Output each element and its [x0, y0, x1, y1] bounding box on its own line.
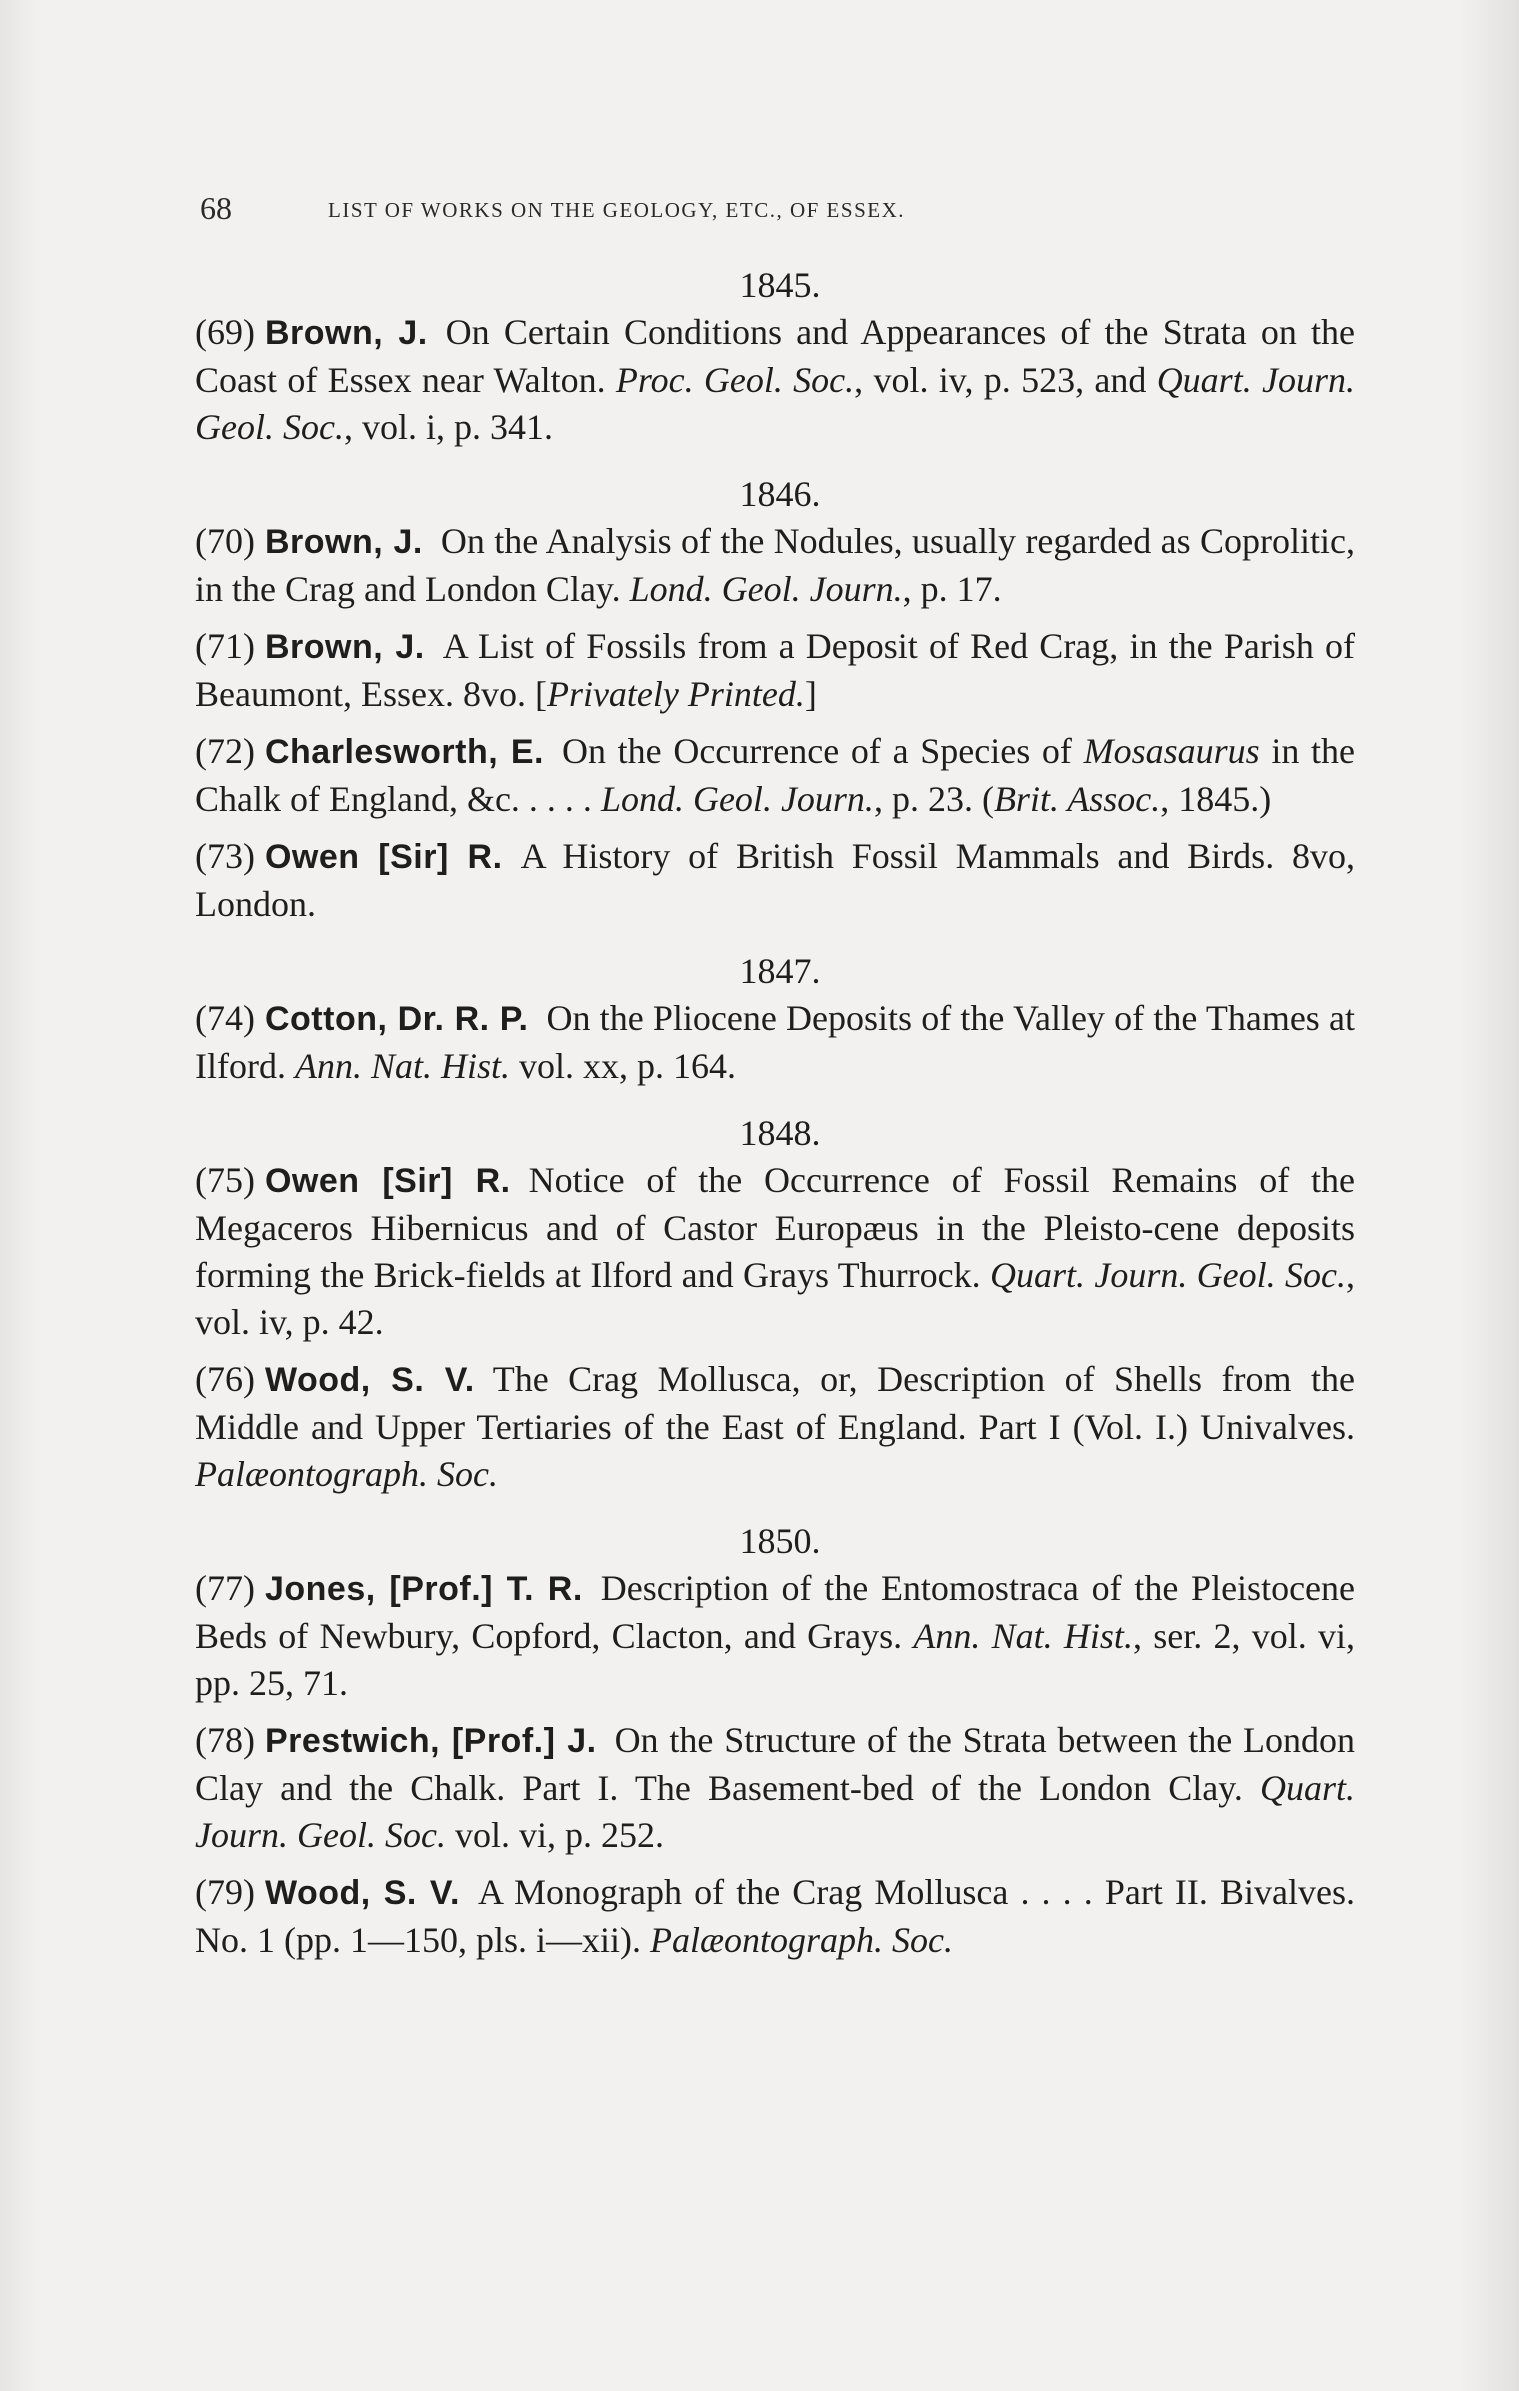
entry-text: Notice of the Occurrence of Fossil Remains of the Megaceros Hibernicus and of Castor Europæus in the Pleisto-cene deposits forming the Brick-fields at Ilford and Grays Thurrock.: [195, 1160, 1356, 1295]
entry-author: Cotton, Dr. R. P.: [264, 1000, 529, 1038]
entry-author: Brown, J.: [264, 628, 425, 666]
entry-text: , 1845.): [1160, 779, 1272, 819]
entry-text: , ser. 2, vol. vi, pp. 25, 71.: [195, 1616, 1355, 1703]
entry-number: (76): [195, 1359, 255, 1399]
entry-author: Charlesworth, E.: [264, 733, 544, 771]
entry-number: (74): [195, 998, 255, 1038]
entry-text: On the Occurrence of a Species of: [561, 731, 1084, 771]
bibliography-entry: [195, 833, 1355, 928]
entry-publication: Palæontograph. Soc.: [650, 1920, 953, 1960]
entry-number: (70): [195, 521, 255, 561]
entry-spacer: [195, 613, 1355, 623]
year-heading: 1846.: [739, 474, 821, 514]
running-title: LIST OF WORKS ON THE GEOLOGY, ETC., OF ESSEX.: [328, 198, 905, 222]
entry-text: Description of the Entomostraca of the Pleistocene Beds of Newbury, Copford, Clacton, and Grays.: [195, 1568, 1356, 1656]
entry-publication: Quart. Journ. Geol. Soc.: [989, 1255, 1346, 1295]
bibliography-entry: [195, 623, 1355, 718]
entry-text: ]: [804, 674, 817, 714]
entry-author: Brown, J.: [264, 523, 423, 561]
entry-text: A History of British Fossil Mammals and Birds. 8vo, London.: [195, 836, 1355, 924]
bibliography-list: [195, 262, 1355, 1964]
entry-publication: Brit. Assoc.: [993, 779, 1161, 819]
bibliography-entry: [195, 1869, 1355, 1964]
entry-text: On the Structure of the Strata between the London Clay and the Chalk. Part I. The Basement-bed of the London Clay.: [195, 1720, 1355, 1808]
page-number: 68: [200, 190, 232, 226]
bibliography-entry: [195, 728, 1355, 823]
entry-text: On Certain Conditions and Appearances of the Strata on the Coast of Essex near Walton.: [195, 312, 1355, 400]
entry-text: A Monograph of the Crag Mollusca . . . . Part II. Bivalves. No. 1 (pp. 1—150, pls. i—xii).: [195, 1872, 1355, 1960]
bibliography-entry: [195, 1157, 1355, 1346]
entry-publication: Mosasaurus: [1083, 731, 1260, 771]
entry-publication: Quart. Journ. Geol. Soc.: [195, 360, 1355, 447]
bibliography-entry: [195, 518, 1355, 613]
year-heading: 1850.: [739, 1521, 821, 1561]
bibliography-entry: [195, 1565, 1355, 1707]
entry-number: (77): [195, 1568, 255, 1608]
entry-author: Prestwich, [Prof.] J.: [264, 1722, 597, 1760]
entry-publication: Ann. Nat. Hist.: [294, 1046, 510, 1086]
entry-text: , vol. iv, p. 523, and: [854, 360, 1157, 400]
entry-text: On the Pliocene Deposits of the Valley of the Thames at Ilford.: [195, 998, 1355, 1086]
section-spacer: [195, 1498, 1355, 1518]
entry-text: A List of Fossils from a Deposit of Red Crag, in the Parish of Beaumont, Essex. 8vo. [: [195, 626, 1355, 714]
entry-author: Jones, [Prof.] T. R.: [264, 1570, 583, 1608]
entry-text: vol. xx, p. 164.: [509, 1046, 736, 1086]
entry-number: (72): [195, 731, 255, 771]
entry-number: (78): [195, 1720, 255, 1760]
entry-author: Wood, S. V.: [264, 1874, 460, 1912]
entry-number: (69): [195, 312, 255, 352]
entry-text: in the Chalk of England, &c. . . . .: [195, 731, 1356, 819]
entry-number: (71): [195, 626, 255, 666]
entry-spacer: [195, 1346, 1355, 1356]
entry-author: Owen [Sir] R.: [264, 1162, 511, 1200]
entry-publication: Ann. Nat. Hist.: [913, 1616, 1133, 1656]
entry-number: (75): [195, 1160, 255, 1200]
entry-author: Owen [Sir] R.: [264, 838, 503, 876]
section-spacer: [195, 1090, 1355, 1110]
entry-text: , vol. i, p. 341.: [343, 407, 553, 447]
entry-publication: Palæontograph. Soc.: [195, 1454, 498, 1494]
entry-text: On the Analysis of the Nodules, usually regarded as Coprolitic, in the Crag and London Clay.: [195, 521, 1355, 609]
entry-text: vol. vi, p. 252.: [445, 1815, 664, 1855]
entry-text: , p. 23. (: [873, 779, 994, 819]
year-heading: 1847.: [739, 951, 821, 991]
entry-author: Brown, J.: [264, 314, 428, 352]
entry-publication: Lond. Geol. Journ.: [600, 779, 874, 819]
bibliography-entry: [195, 309, 1355, 451]
bibliography-entry: [195, 995, 1355, 1090]
year-heading: 1845.: [739, 265, 821, 305]
section-spacer: [195, 451, 1355, 471]
entry-text: , vol. iv, p. 42.: [195, 1255, 1355, 1342]
entry-text: , p. 17.: [902, 569, 1002, 609]
entry-spacer: [195, 823, 1355, 833]
bibliography-entry: [195, 1356, 1355, 1498]
entry-text: The Crag Mollusca, or, Description of Shells from the Middle and Upper Tertiaries of the East of England. Part I (Vol. I.) Univalves.: [195, 1359, 1356, 1447]
entry-publication: Quart. Journ. Geol. Soc.: [195, 1768, 1355, 1855]
entry-author: Wood, S. V.: [264, 1361, 475, 1399]
bibliography-entry: [195, 1717, 1355, 1859]
entry-spacer: [195, 1707, 1355, 1717]
entry-number: (79): [195, 1872, 255, 1912]
entry-number: (73): [195, 836, 255, 876]
entry-publication: Privately Printed.: [546, 674, 805, 714]
entry-spacer: [195, 1859, 1355, 1869]
entry-publication: Proc. Geol. Soc.: [615, 360, 855, 400]
entry-publication: Lond. Geol. Journ.: [629, 569, 903, 609]
entry-spacer: [195, 718, 1355, 728]
section-spacer: [195, 928, 1355, 948]
year-heading: 1848.: [739, 1113, 821, 1153]
